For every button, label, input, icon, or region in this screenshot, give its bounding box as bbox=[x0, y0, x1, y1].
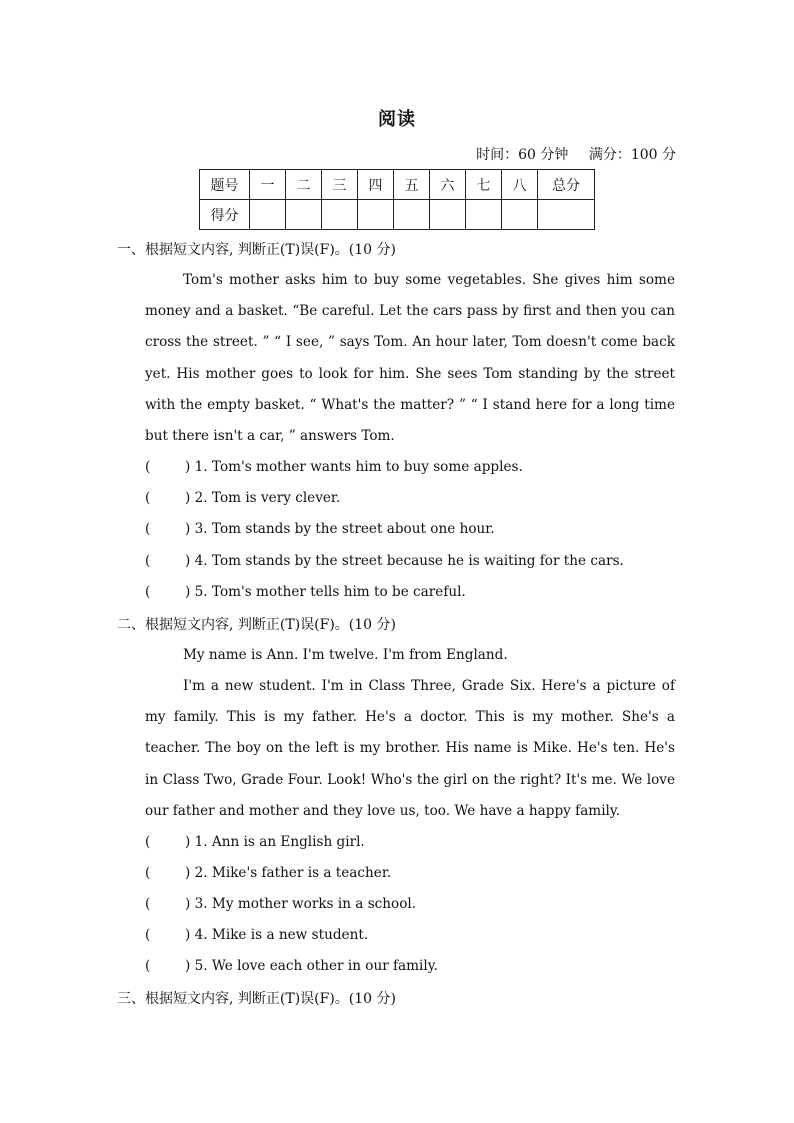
question-row: ( ) 4. Tom stands by the street because he is waiting for the cars. bbox=[145, 553, 624, 569]
score-input-cell[interactable] bbox=[538, 200, 595, 230]
score-cell: 八 bbox=[502, 170, 538, 200]
score-input-cell[interactable] bbox=[430, 200, 466, 230]
score-cell: 三 bbox=[322, 170, 358, 200]
score-table-score-row bbox=[200, 200, 595, 230]
answer-blank[interactable]: ( bbox=[145, 553, 151, 569]
score-input-cell[interactable] bbox=[250, 200, 286, 230]
question-text: 1. Tom's mother wants him to buy some apples. bbox=[194, 459, 523, 475]
question-row: ( ) 1. Tom's mother wants him to buy some apples. bbox=[145, 459, 523, 475]
question-text: 4. Mike is a new student. bbox=[194, 927, 369, 943]
score-cell: 六 bbox=[430, 170, 466, 200]
answer-blank[interactable]: ( bbox=[145, 834, 151, 850]
score-input-cell[interactable] bbox=[358, 200, 394, 230]
question-row: ( ) 5. Tom's mother tells him to be careful. bbox=[145, 584, 466, 600]
section-heading-1: 一、根据短文内容, 判断正(T)误(F)。(10 分) bbox=[117, 242, 396, 258]
question-text: 4. Tom stands by the street because he is waiting for the cars. bbox=[194, 553, 624, 569]
question-row: ( ) 1. Ann is an English girl. bbox=[145, 834, 365, 850]
score-cell: 二 bbox=[286, 170, 322, 200]
answer-blank[interactable]: ( bbox=[145, 459, 151, 475]
score-input-cell[interactable] bbox=[394, 200, 430, 230]
score-input-cell[interactable] bbox=[466, 200, 502, 230]
score-cell: 四 bbox=[358, 170, 394, 200]
score-cell: 五 bbox=[394, 170, 430, 200]
score-table-header-row bbox=[200, 170, 595, 200]
question-row: ( ) 2. Tom is very clever. bbox=[145, 490, 341, 506]
score-input-cell[interactable] bbox=[502, 200, 538, 230]
question-text: 5. Tom's mother tells him to be careful. bbox=[194, 584, 466, 600]
score-input-cell[interactable] bbox=[286, 200, 322, 230]
answer-blank[interactable]: ( bbox=[145, 490, 151, 506]
passage-2-line-1: My name is Ann. I'm twelve. I'm from England. bbox=[183, 647, 508, 663]
question-text: 2. Mike's father is a teacher. bbox=[194, 865, 392, 881]
question-row: ( ) 5. We love each other in our family. bbox=[145, 958, 438, 974]
passage-1: Tom's mother asks him to buy some vegetables. She gives him some money and a basket. “Be careful. Let the cars pass by first and then you can cross the street. ” “ I see, ” says Tom. An hour later, Tom doesn't come back yet. His mother goes to look for him. She sees Tom standing by the street with the empty basket. “ What's the matter? ” “ I stand here for a long time but there isn't a car, ” answers Tom. bbox=[145, 272, 675, 445]
time-limit: 时间：60 分钟 bbox=[476, 147, 569, 163]
answer-blank[interactable]: ( bbox=[145, 521, 151, 537]
score-table bbox=[199, 169, 595, 230]
answer-blank[interactable]: ( bbox=[145, 958, 151, 974]
question-row: ( ) 3. My mother works in a school. bbox=[145, 896, 417, 912]
question-text: 5. We love each other in our family. bbox=[194, 958, 438, 974]
question-text: 3. Tom stands by the street about one hour. bbox=[194, 521, 495, 537]
page-title: 阅读 bbox=[378, 109, 416, 130]
passage-2: I'm a new student. I'm in Class Three, Grade Six. Here's a picture of my family. This is my father. He's a doctor. This is my mother. She's a teacher. The boy on the left is my brother. His name is Mike. He's ten. He's in Class Two, Grade Four. Look! Who's the girl on the right? It's me. We love our father and mother and they love us, too. We have a happy family. bbox=[145, 678, 675, 819]
score-cell-label: 得分 bbox=[200, 200, 250, 230]
answer-blank[interactable]: ( bbox=[145, 865, 151, 881]
question-row: ( ) 3. Tom stands by the street about one hour. bbox=[145, 521, 495, 537]
score-cell-total: 总分 bbox=[538, 170, 595, 200]
question-text: 1. Ann is an English girl. bbox=[194, 834, 365, 850]
score-cell: 七 bbox=[466, 170, 502, 200]
score-cell: 一 bbox=[250, 170, 286, 200]
question-text: 2. Tom is very clever. bbox=[194, 490, 341, 506]
score-input-cell[interactable] bbox=[322, 200, 358, 230]
answer-blank[interactable]: ( bbox=[145, 896, 151, 912]
answer-blank[interactable]: ( bbox=[145, 927, 151, 943]
question-row: ( ) 2. Mike's father is a teacher. bbox=[145, 865, 392, 881]
answer-blank[interactable]: ( bbox=[145, 584, 151, 600]
section-heading-3: 三、根据短文内容, 判断正(T)误(F)。(10 分) bbox=[117, 991, 396, 1007]
question-row: ( ) 4. Mike is a new student. bbox=[145, 927, 369, 943]
score-cell-label: 题号 bbox=[200, 170, 250, 200]
full-score: 满分：100 分 bbox=[588, 147, 676, 163]
exam-meta bbox=[476, 144, 676, 164]
section-heading-2: 二、根据短文内容, 判断正(T)误(F)。(10 分) bbox=[117, 617, 396, 633]
question-text: 3. My mother works in a school. bbox=[194, 896, 417, 912]
